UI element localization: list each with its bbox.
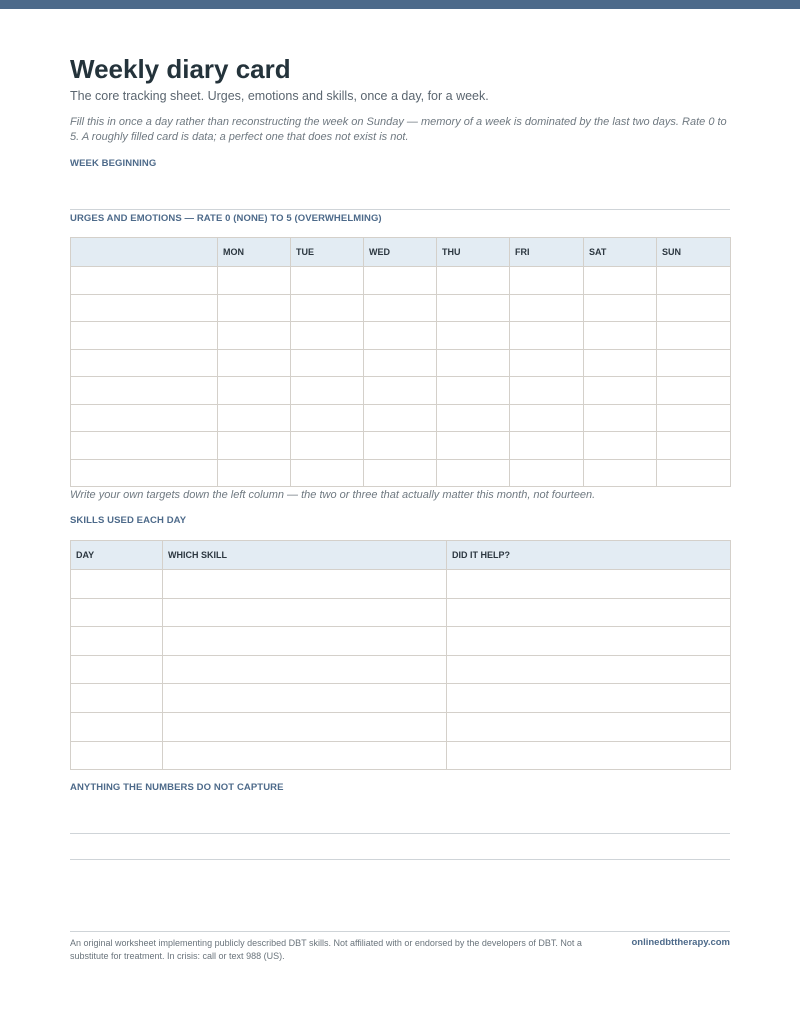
urges-table-row xyxy=(71,349,731,377)
entry-cell[interactable] xyxy=(163,712,447,741)
skills-table-row xyxy=(71,598,731,627)
footer-disclaimer: An original worksheet implementing publicly described DBT skills. Not affiliated with or endorsed by the developers of DBT. Not a substitute for treatment. In crisis: call or text 988 (US). xyxy=(70,938,582,961)
page-title: Weekly diary card xyxy=(70,54,291,84)
entry-cell[interactable] xyxy=(71,598,163,627)
entry-cell[interactable] xyxy=(218,267,291,295)
skills-table-row xyxy=(71,655,731,684)
entry-cell[interactable] xyxy=(71,432,218,460)
col-header-fri: FRI xyxy=(510,238,584,267)
entry-cell[interactable] xyxy=(437,349,510,377)
entry-cell[interactable] xyxy=(447,655,731,684)
entry-cell[interactable] xyxy=(71,267,218,295)
urges-table-row xyxy=(71,459,731,487)
entry-cell[interactable] xyxy=(447,627,731,656)
entry-cell[interactable] xyxy=(71,349,218,377)
footer-site-link[interactable]: onlinedbttherapy.com xyxy=(631,937,730,948)
entry-cell[interactable] xyxy=(657,432,731,460)
entry-cell[interactable] xyxy=(71,459,218,487)
footer-divider xyxy=(70,931,730,932)
entry-cell[interactable] xyxy=(291,377,364,405)
urges-table-row xyxy=(71,404,731,432)
entry-cell[interactable] xyxy=(657,267,731,295)
urges-table-row xyxy=(71,322,731,350)
page-subtitle: The core tracking sheet. Urges, emotions and skills, once a day, for a week. xyxy=(70,89,489,103)
urges-table-row xyxy=(71,432,731,460)
entry-cell[interactable] xyxy=(218,349,291,377)
entry-cell[interactable] xyxy=(437,404,510,432)
col-header-did-it-help: DID IT HELP? xyxy=(447,541,731,570)
entry-cell[interactable] xyxy=(163,627,447,656)
col-header-which-skill: WHICH SKILL xyxy=(163,541,447,570)
entry-cell[interactable] xyxy=(447,712,731,741)
skills-table xyxy=(70,540,731,770)
entry-cell[interactable] xyxy=(447,598,731,627)
urges-table-row xyxy=(71,267,731,295)
top-accent-bar xyxy=(0,0,800,9)
entry-cell[interactable] xyxy=(163,655,447,684)
entry-cell[interactable] xyxy=(71,404,218,432)
entry-cell[interactable] xyxy=(364,349,437,377)
entry-cell[interactable] xyxy=(657,322,731,350)
col-header-day: DAY xyxy=(71,541,163,570)
entry-cell[interactable] xyxy=(71,741,163,770)
entry-cell[interactable] xyxy=(71,627,163,656)
entry-cell[interactable] xyxy=(218,404,291,432)
entry-cell[interactable] xyxy=(584,432,657,460)
entry-cell[interactable] xyxy=(291,349,364,377)
entry-cell[interactable] xyxy=(71,655,163,684)
entry-cell[interactable] xyxy=(71,684,163,713)
entry-cell[interactable] xyxy=(71,322,218,350)
notes-write-line[interactable] xyxy=(70,859,730,860)
entry-cell[interactable] xyxy=(291,432,364,460)
col-header-mon: MON xyxy=(218,238,291,267)
entry-cell[interactable] xyxy=(510,294,584,322)
entry-cell[interactable] xyxy=(364,377,437,405)
skills-table-row xyxy=(71,741,731,770)
entry-cell[interactable] xyxy=(447,741,731,770)
entry-cell[interactable] xyxy=(657,377,731,405)
entry-cell[interactable] xyxy=(291,267,364,295)
target-column-header xyxy=(71,238,218,267)
entry-cell[interactable] xyxy=(218,432,291,460)
entry-cell[interactable] xyxy=(291,322,364,350)
skills-header-row xyxy=(71,541,731,570)
col-header-sat: SAT xyxy=(584,238,657,267)
entry-cell[interactable] xyxy=(657,294,731,322)
entry-cell[interactable] xyxy=(437,459,510,487)
urges-header-row xyxy=(71,238,731,267)
urges-section-label: URGES AND EMOTIONS — RATE 0 (NONE) TO 5 (OVERWHELMING) xyxy=(70,213,382,224)
urges-table-row xyxy=(71,377,731,405)
entry-cell[interactable] xyxy=(510,404,584,432)
entry-cell[interactable] xyxy=(364,459,437,487)
entry-cell[interactable] xyxy=(364,322,437,350)
entry-cell[interactable] xyxy=(291,294,364,322)
entry-cell[interactable] xyxy=(510,349,584,377)
entry-cell[interactable] xyxy=(364,294,437,322)
entry-cell[interactable] xyxy=(510,459,584,487)
entry-cell[interactable] xyxy=(71,377,218,405)
notes-section-label: ANYTHING THE NUMBERS DO NOT CAPTURE xyxy=(70,782,284,793)
intro-instructions: Fill this in once a day rather than reconstructing the week on Sunday — memory of a week is dominated by the last two days. Rate 0 to 5. A roughly filled card is data; a perfect one that does not exist is not. xyxy=(70,116,727,143)
skills-table-row xyxy=(71,570,731,599)
entry-cell[interactable] xyxy=(291,404,364,432)
entry-cell[interactable] xyxy=(584,349,657,377)
entry-cell[interactable] xyxy=(657,404,731,432)
entry-cell[interactable] xyxy=(510,432,584,460)
col-header-sun: SUN xyxy=(657,238,731,267)
entry-cell[interactable] xyxy=(163,598,447,627)
entry-cell[interactable] xyxy=(510,322,584,350)
col-header-thu: THU xyxy=(437,238,510,267)
entry-cell[interactable] xyxy=(657,459,731,487)
entry-cell[interactable] xyxy=(291,459,364,487)
entry-cell[interactable] xyxy=(218,459,291,487)
notes-write-line[interactable] xyxy=(70,833,730,834)
entry-cell[interactable] xyxy=(510,377,584,405)
entry-cell[interactable] xyxy=(437,294,510,322)
entry-cell[interactable] xyxy=(71,712,163,741)
entry-cell[interactable] xyxy=(584,294,657,322)
entry-cell[interactable] xyxy=(218,322,291,350)
entry-cell[interactable] xyxy=(657,349,731,377)
entry-cell[interactable] xyxy=(163,570,447,599)
urges-table-row xyxy=(71,294,731,322)
entry-cell[interactable] xyxy=(437,322,510,350)
entry-cell[interactable] xyxy=(437,267,510,295)
skills-section-label: SKILLS USED EACH DAY xyxy=(70,515,187,526)
entry-cell[interactable] xyxy=(218,294,291,322)
entry-cell[interactable] xyxy=(163,684,447,713)
col-header-tue: TUE xyxy=(291,238,364,267)
entry-cell[interactable] xyxy=(71,294,218,322)
col-header-wed: WED xyxy=(364,238,437,267)
entry-cell[interactable] xyxy=(584,459,657,487)
entry-cell[interactable] xyxy=(447,570,731,599)
entry-cell[interactable] xyxy=(437,377,510,405)
entry-cell[interactable] xyxy=(71,570,163,599)
urges-note: Write your own targets down the left column — the two or three that actually matter this month, not fourteen. xyxy=(70,489,596,501)
week-beginning-label: WEEK BEGINNING xyxy=(70,158,157,169)
entry-cell[interactable] xyxy=(364,404,437,432)
skills-table-row xyxy=(71,684,731,713)
skills-table-row xyxy=(71,712,731,741)
entry-cell[interactable] xyxy=(447,684,731,713)
entry-cell[interactable] xyxy=(584,322,657,350)
entry-cell[interactable] xyxy=(364,267,437,295)
week-beginning-write-line[interactable] xyxy=(70,209,730,210)
entry-cell[interactable] xyxy=(437,432,510,460)
entry-cell[interactable] xyxy=(584,404,657,432)
entry-cell[interactable] xyxy=(218,377,291,405)
entry-cell[interactable] xyxy=(163,741,447,770)
urges-emotions-table xyxy=(70,237,731,487)
entry-cell[interactable] xyxy=(584,267,657,295)
entry-cell[interactable] xyxy=(584,377,657,405)
skills-table-row xyxy=(71,627,731,656)
entry-cell[interactable] xyxy=(364,432,437,460)
entry-cell[interactable] xyxy=(510,267,584,295)
